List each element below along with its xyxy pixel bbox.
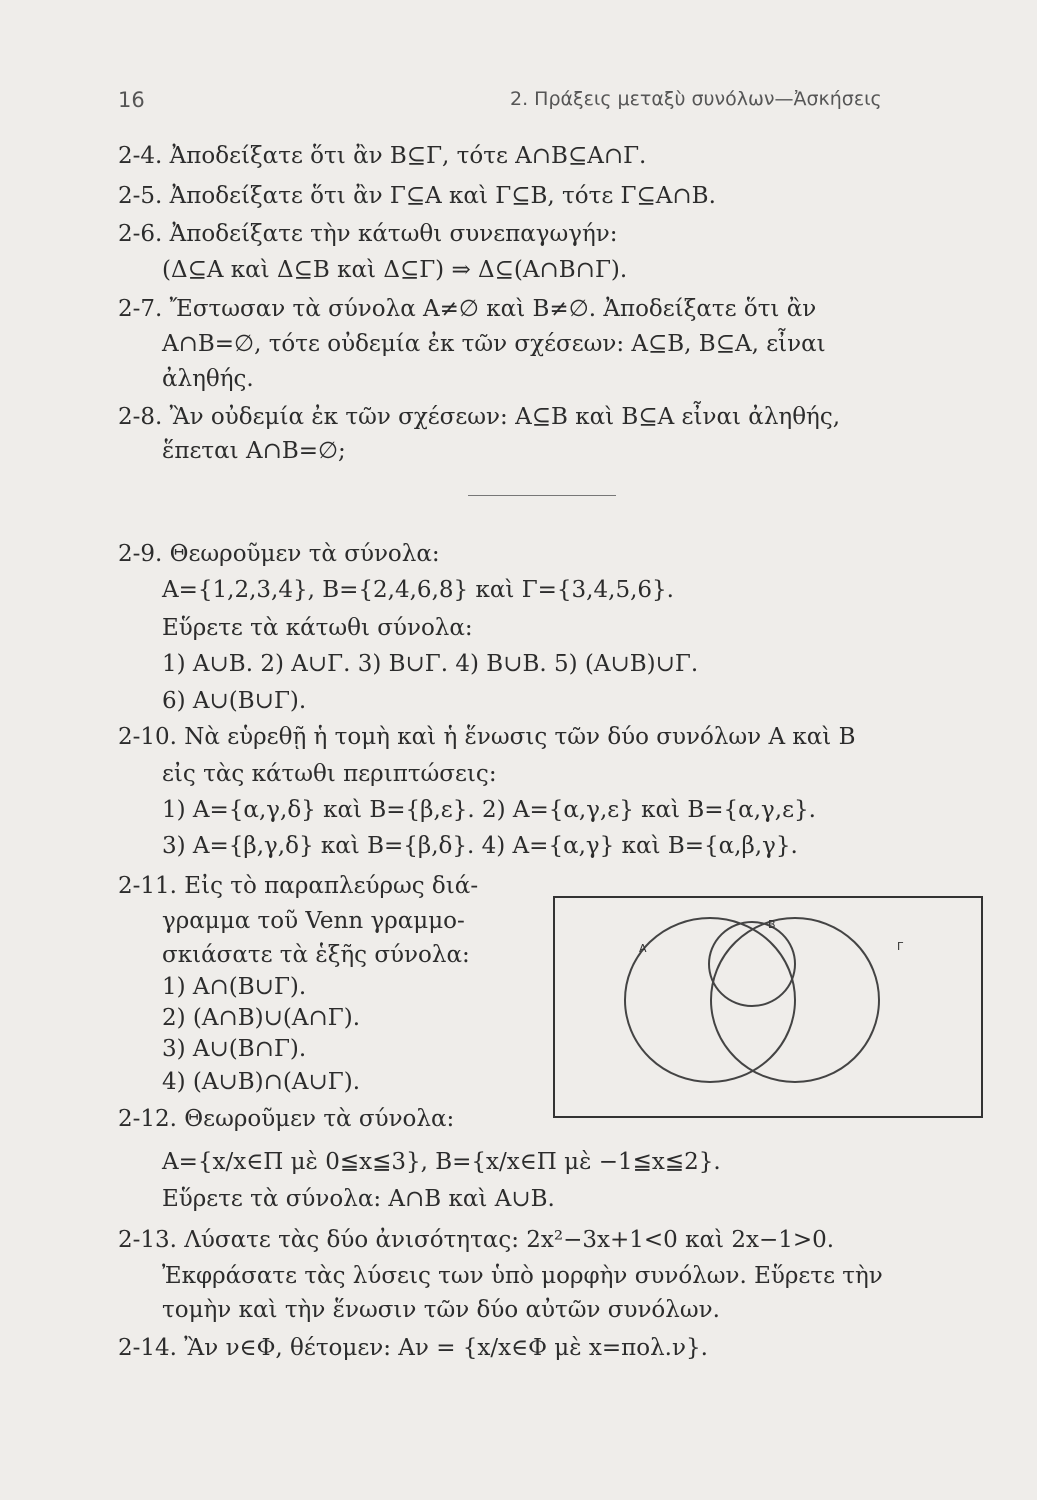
exercise-line: Εὕρετε τὰ κάτωθι σύνολα: bbox=[162, 615, 473, 641]
exercise-line: 3) Α∪(Β∩Γ). bbox=[162, 1036, 307, 1062]
exercise-line: 4) (Α∪Β)∩(Α∪Γ). bbox=[162, 1069, 361, 1095]
exercise-line: 6) Α∪(Β∪Γ). bbox=[162, 688, 307, 714]
exercise-line: Εὕρετε τὰ σύνολα: Α∩Β καὶ Α∪Β. bbox=[162, 1186, 555, 1212]
exercise-line: 2-13. Λύσατε τὰς δύο ἀνισότητας: 2x²−3x+1<0 καὶ 2x−1>0. bbox=[118, 1227, 835, 1253]
exercise-line: 2-12. Θεωροῦμεν τὰ σύνολα: bbox=[118, 1106, 455, 1132]
exercise-line: 2-9. Θεωροῦμεν τὰ σύνολα: bbox=[118, 541, 440, 567]
exercise-line: 2-4. Ἀποδείξατε ὅτι ἂν Β⊆Γ, τότε Α∩Β⊆Α∩Γ. bbox=[118, 143, 647, 169]
exercise-line: ἀληθής. bbox=[162, 366, 254, 392]
exercise-line: 2-10. Νὰ εὑρεθῇ ἡ τομὴ καὶ ἡ ἕνωσις τῶν δύο συνόλων Α καὶ Β bbox=[118, 724, 856, 750]
exercise-line: (Δ⊆Α καὶ Δ⊆Β καὶ Δ⊆Γ) ⇒ Δ⊆(Α∩Β∩Γ). bbox=[162, 257, 628, 283]
exercise-line: 1) Α∪Β. 2) Α∪Γ. 3) Β∪Γ. 4) Β∪Β. 5) (Α∪Β)∪Γ. bbox=[162, 651, 699, 677]
exercise-line: τομὴν καὶ τὴν ἕνωσιν τῶν δύο αὐτῶν συνόλων. bbox=[162, 1297, 720, 1323]
venn-diagram bbox=[553, 896, 985, 1120]
exercise-line: Α={1,2,3,4}, Β={2,4,6,8} καὶ Γ={3,4,5,6}. bbox=[162, 577, 674, 603]
label-c: Γ bbox=[897, 940, 904, 953]
exercise-line: Α={x/x∈Π μὲ 0≦x≦3}, Β={x/x∈Π μὲ −1≦x≦2}. bbox=[162, 1149, 721, 1175]
exercise-line: εἰς τὰς κάτωθι περιπτώσεις: bbox=[162, 761, 497, 787]
exercise-line: Α∩Β=∅, τότε οὐδεμία ἐκ τῶν σχέσεων: Α⊆Β, Β⊆Α, εἶναι bbox=[162, 331, 826, 357]
exercise-line: Ἐκφράσατε τὰς λύσεις των ὑπὸ μορφὴν συνόλων. Εὕρετε τὴν bbox=[162, 1263, 883, 1289]
exercise-line: 3) Α={β,γ,δ} καὶ Β={β,δ}. 4) Α={α,γ} καὶ Β={α,β,γ}. bbox=[162, 833, 798, 859]
exercise-line: 1) Α={α,γ,δ} καὶ Β={β,ε}. 2) Α={α,γ,ε} καὶ Β={α,γ,ε}. bbox=[162, 797, 816, 823]
section-separator bbox=[468, 495, 616, 496]
page-number: 16 bbox=[118, 88, 145, 112]
chapter-title: 2. Πράξεις μεταξὺ συνόλων—Ἀσκήσεις bbox=[510, 88, 882, 110]
exercise-line: 2-8. Ἂν οὐδεμία ἐκ τῶν σχέσεων: Α⊆Β καὶ Β⊆Α εἶναι ἀληθής, bbox=[118, 404, 841, 430]
exercise-line: 2-11. Εἰς τὸ παραπλεύρως διά- bbox=[118, 873, 479, 899]
exercise-line: ἕπεται Α∩Β=∅; bbox=[162, 438, 346, 464]
exercise-line: 2-7. Ἔστωσαν τὰ σύνολα Α≠∅ καὶ Β≠∅. Ἀποδείξατε ὅτι ἂν bbox=[118, 296, 817, 322]
label-a: Α bbox=[639, 942, 647, 955]
exercise-line: 1) Α∩(Β∪Γ). bbox=[162, 974, 307, 1000]
exercise-line: γραμμα τοῦ Venn γραμμο- bbox=[162, 908, 465, 934]
exercise-line: 2) (Α∩Β)∪(Α∩Γ). bbox=[162, 1005, 361, 1031]
exercise-line: σκιάσατε τὰ ἑξῆς σύνολα: bbox=[162, 942, 470, 968]
set-b-circle bbox=[709, 922, 795, 1006]
exercise-line: 2-5. Ἀποδείξατε ὅτι ἂν Γ⊆Α καὶ Γ⊆Β, τότε Γ⊆Α∩Β. bbox=[118, 183, 716, 209]
exercise-line: 2-14. Ἂν ν∈Φ, θέτομεν: Αν = {x/x∈Φ μὲ x=πολ.ν}. bbox=[118, 1335, 708, 1361]
exercise-line: 2-6. Ἀποδείξατε τὴν κάτωθι συνεπαγωγήν: bbox=[118, 221, 618, 247]
label-b: Β bbox=[768, 918, 776, 931]
